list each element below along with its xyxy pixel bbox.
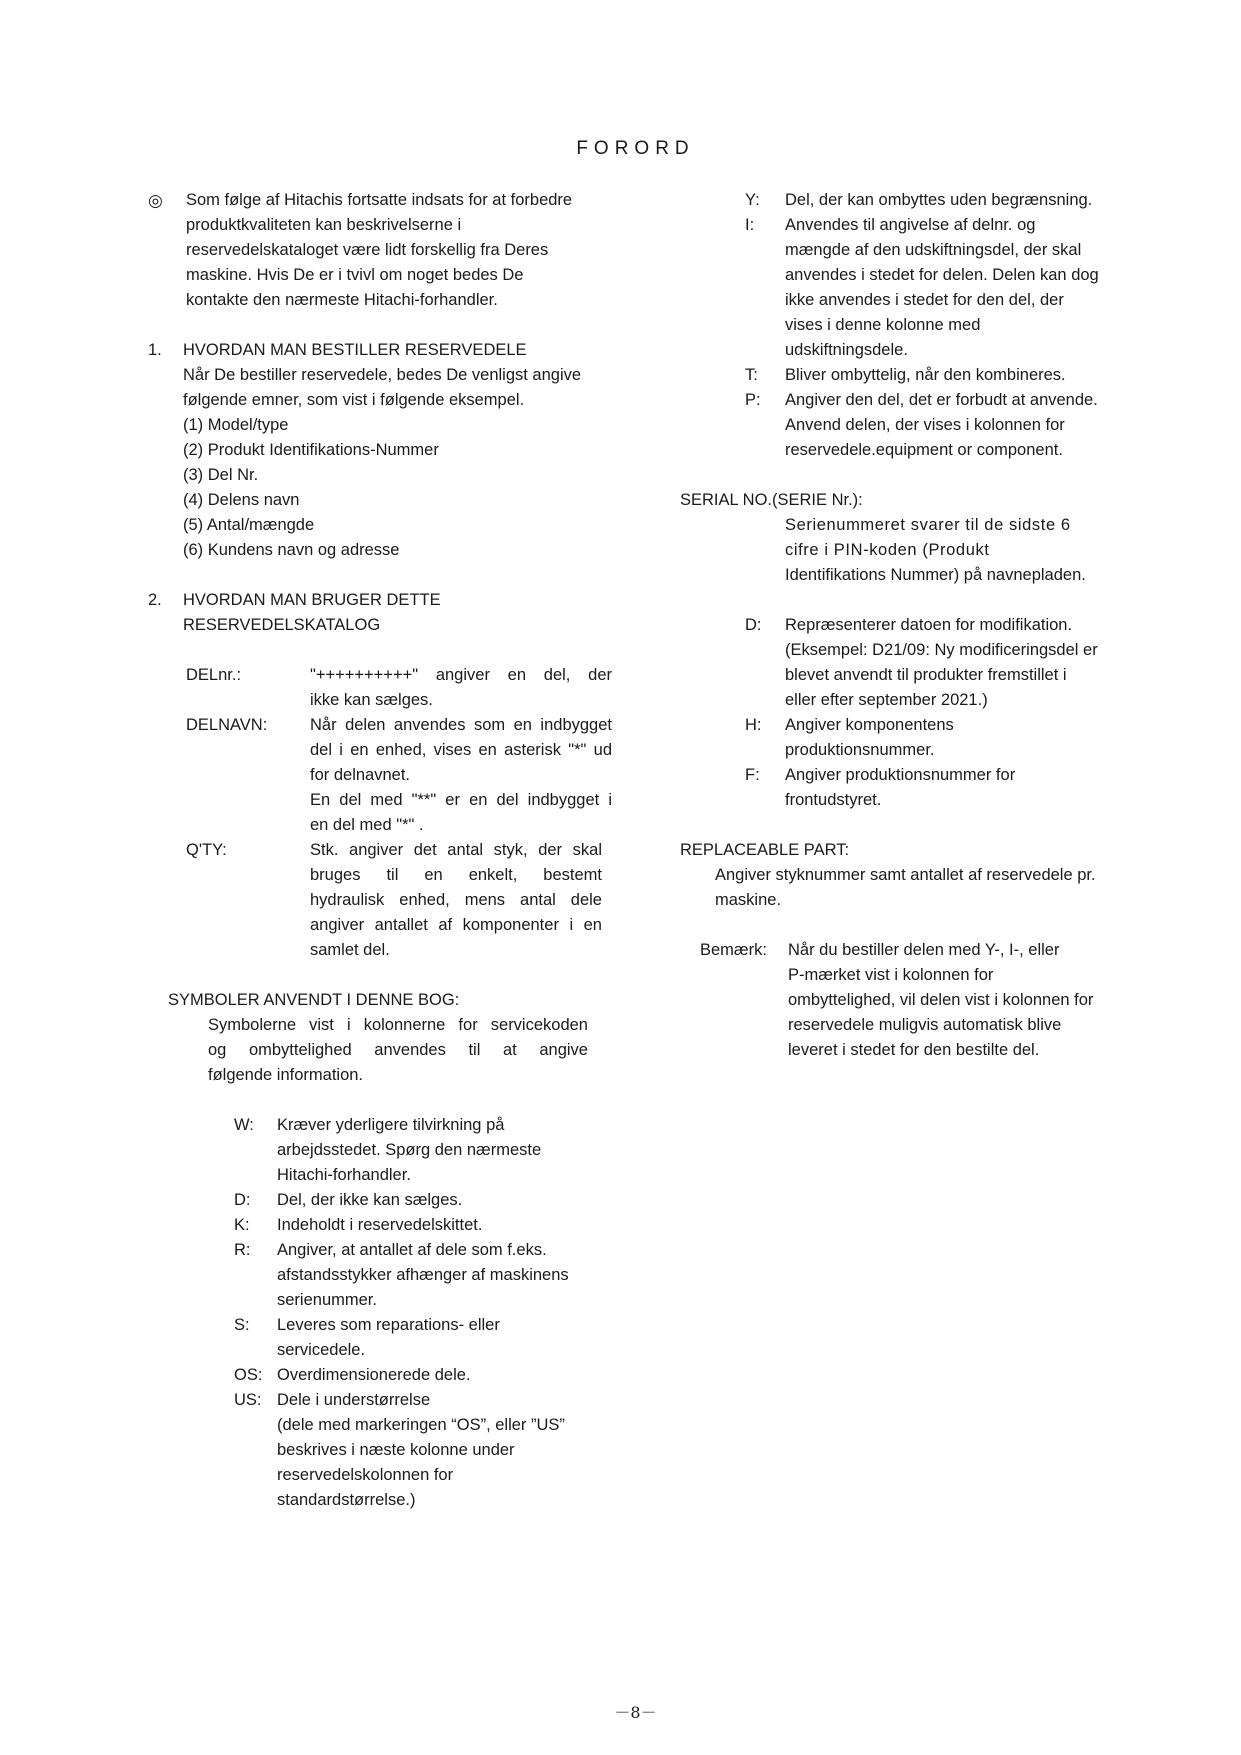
code-line: reservedelskolonnen for <box>277 1466 454 1484</box>
code-label: S: <box>234 1316 250 1334</box>
definition-line: hydraulisk enhed, mens antal dele <box>310 891 602 909</box>
serial-heading: SERIAL NO.(SERIE Nr.): <box>680 491 863 509</box>
serial-line: Identifikations Nummer) på navnepladen. <box>785 566 1086 584</box>
code-line: Bliver ombyttelig, når den kombineres. <box>785 366 1066 384</box>
code-row-i <box>745 213 1140 363</box>
note-line: P-mærket vist i kolonnen for <box>788 966 994 984</box>
intro-paragraph <box>148 188 618 313</box>
code-line: Overdimensionerede dele. <box>277 1366 471 1384</box>
section-ordering <box>148 338 618 563</box>
serial-line: cifre i PIN-koden (Produkt <box>785 541 990 559</box>
left-column <box>148 188 618 1513</box>
definition-row <box>186 713 618 838</box>
code-line: Anvendes til angivelse af delnr. og <box>785 216 1036 234</box>
serial-description <box>785 513 1130 588</box>
code-line: arbejdsstedet. Spørg den nærmeste <box>277 1141 542 1159</box>
list-item: (6) Kundens navn og adresse <box>183 541 400 559</box>
note <box>700 938 1140 1063</box>
definition-table <box>186 663 618 963</box>
code-row-y <box>745 188 1140 213</box>
symbols-section <box>168 988 618 1088</box>
code-row-d <box>234 1188 618 1213</box>
definition-row <box>186 663 618 713</box>
code-row-us <box>234 1388 618 1513</box>
intro-line: reservedelskataloget være lidt forskellig fra Deres <box>186 241 549 259</box>
code-row-w <box>234 1113 618 1188</box>
definition-line: bruges til en enkelt, bestemt <box>310 866 602 884</box>
list-item: (3) Del Nr. <box>183 466 259 484</box>
code-label: H: <box>745 716 762 734</box>
symbols-heading: SYMBOLER ANVENDT I DENNE BOG: <box>168 991 460 1009</box>
replaceable-line: maskine. <box>715 891 782 909</box>
code-line: (dele med markeringen “OS”, eller ”US” <box>277 1416 565 1434</box>
section-line: følgende emner, som vist i følgende eksempel. <box>183 391 525 409</box>
code-line: eller efter september 2021.) <box>785 691 988 709</box>
section-heading: HVORDAN MAN BESTILLER RESERVEDELE <box>183 341 527 359</box>
definition-line: del i en enhed, vises en asterisk "*" ud <box>310 741 612 759</box>
code-row-os <box>234 1363 618 1388</box>
serial-code-list <box>745 613 1140 813</box>
code-row-f <box>745 763 1140 813</box>
code-label: D: <box>745 616 762 634</box>
definition-key: DELNAVN: <box>186 716 268 734</box>
definition-key: Q'TY: <box>186 841 227 859</box>
note-line: Når du bestiller delen med Y-, I-, eller <box>788 941 1060 959</box>
definition-line: angiver antallet af komponenter i en <box>310 916 602 934</box>
code-line: Anvend delen, der vises i kolonnen for <box>785 416 1065 434</box>
intro-line: Som følge af Hitachis fortsatte indsats for at forbedre <box>186 191 573 209</box>
section-heading: HVORDAN MAN BRUGER DETTE <box>183 591 441 609</box>
code-line: frontudstyret. <box>785 791 882 809</box>
right-column <box>680 188 1140 1063</box>
code-line: Hitachi-forhandler. <box>277 1166 411 1184</box>
code-row-d <box>745 613 1140 713</box>
definition-row <box>186 838 618 963</box>
code-row-k <box>234 1213 618 1238</box>
code-line: reservedele.equipment or component. <box>785 441 1063 459</box>
definition-line: "++++++++++" angiver en del, der <box>310 666 612 684</box>
code-row-p <box>745 388 1140 463</box>
symbols-intro-line: og ombyttelighed anvendes til at angive <box>208 1041 588 1059</box>
intro-line: maskine. Hvis De er i tvivl om noget bedes De <box>186 266 524 284</box>
note-line: leveret i stedet for den bestilte del. <box>788 1041 1040 1059</box>
code-label: P: <box>745 391 761 409</box>
code-row-h <box>745 713 1140 763</box>
symbols-intro-line: følgende information. <box>208 1066 364 1084</box>
code-line: anvendes i stedet for delen. Delen kan dog <box>785 266 1099 284</box>
code-line: Angiver komponentens <box>785 716 954 734</box>
code-label: T: <box>745 366 758 384</box>
code-list <box>234 1113 618 1513</box>
definition-line: Stk. angiver det antal styk, der skal <box>310 841 602 859</box>
code-line: afstandsstykker afhænger af maskinens <box>277 1266 569 1284</box>
list-item: (4) Delens navn <box>183 491 300 509</box>
code-line: Angiver den del, det er forbudt at anvende. <box>785 391 1098 409</box>
code-line: Dele i understørrelse <box>277 1391 431 1409</box>
code-line: Repræsenterer datoen for modifikation. <box>785 616 1073 634</box>
section-number: 2. <box>148 591 162 609</box>
page-title: FORORD <box>576 138 695 159</box>
code-line: ikke anvendes i stedet for den del, der <box>785 291 1064 309</box>
code-line: udskiftningsdele. <box>785 341 908 359</box>
code-label: R: <box>234 1241 251 1259</box>
code-line: Leveres som reparations- eller <box>277 1316 500 1334</box>
section-usage <box>148 588 618 638</box>
code-line: mængde af den udskiftningsdel, der skal <box>785 241 1082 259</box>
section-heading: RESERVEDELSKATALOG <box>183 616 381 634</box>
serial-line: Serienummeret svarer til de sidste 6 <box>785 516 1071 534</box>
replaceable-heading: REPLACEABLE PART: <box>680 841 850 859</box>
double-circle-icon: ◎ <box>148 191 163 210</box>
section-number: 1. <box>148 341 162 359</box>
definition-line: En del med "**" er en del indbygget i <box>310 791 612 809</box>
code-label: OS: <box>234 1366 263 1384</box>
interchangeability-code-list <box>745 188 1140 463</box>
code-line: Indeholdt i reservedelskittet. <box>277 1216 483 1234</box>
code-label: I: <box>745 216 755 234</box>
code-line: servicedele. <box>277 1341 366 1359</box>
list-item: (5) Antal/mængde <box>183 516 315 534</box>
code-line: Angiver, at antallet af dele som f.eks. <box>277 1241 547 1259</box>
code-line: Del, der kan ombyttes uden begrænsning. <box>785 191 1093 209</box>
code-row-s <box>234 1313 618 1363</box>
note-label: Bemærk: <box>700 941 767 959</box>
code-label: US: <box>234 1391 262 1409</box>
intro-line: produktkvaliteten kan beskrivelserne i <box>186 216 462 234</box>
code-line: Kræver yderligere tilvirkning på <box>277 1116 505 1134</box>
code-line: blevet anvendt til produkter fremstillet i <box>785 666 1067 684</box>
code-line: Angiver produktionsnummer for <box>785 766 1016 784</box>
code-line: beskrives i næste kolonne under <box>277 1441 515 1459</box>
note-line: ombyttelighed, vil delen vist i kolonnen for <box>788 991 1094 1009</box>
symbols-intro-line: Symbolerne vist i kolonnerne for servicekoden <box>208 1016 588 1034</box>
list-item: (1) Model/type <box>183 416 289 434</box>
replaceable-line: Angiver styknummer samt antallet af reservedele pr. <box>715 866 1096 884</box>
code-label: D: <box>234 1191 251 1209</box>
definition-line: for delnavnet. <box>310 766 410 784</box>
code-line: serienummer. <box>277 1291 377 1309</box>
code-label: Y: <box>745 191 760 209</box>
definition-line: ikke kan sælges. <box>310 691 433 709</box>
code-line: (Eksempel: D21/09: Ny modificeringsdel er <box>785 641 1098 659</box>
symbols-intro <box>208 1013 588 1088</box>
definition-line: en del med "*" . <box>310 816 424 834</box>
list-item: (2) Produkt Identifikations-Nummer <box>183 441 439 459</box>
code-line: Del, der ikke kan sælges. <box>277 1191 463 1209</box>
definition-line: Når delen anvendes som en indbygget <box>310 716 612 734</box>
intro-text <box>186 188 616 313</box>
page-number: －8－ <box>614 1703 657 1722</box>
code-label: K: <box>234 1216 250 1234</box>
intro-line: kontakte den nærmeste Hitachi-forhandler. <box>186 291 498 309</box>
section-line: Når De bestiller reservedele, bedes De venligst angive <box>183 366 582 384</box>
code-line: standardstørrelse.) <box>277 1491 416 1509</box>
code-row-r <box>234 1238 618 1313</box>
definition-line: samlet del. <box>310 941 390 959</box>
definition-key: DELnr.: <box>186 666 242 684</box>
note-line: reservedele muligvis automatisk blive <box>788 1016 1062 1034</box>
code-line: produktionsnummer. <box>785 741 935 759</box>
code-line: vises i denne kolonne med <box>785 316 981 334</box>
code-label: W: <box>234 1116 254 1134</box>
code-row-t <box>745 363 1140 388</box>
code-label: F: <box>745 766 760 784</box>
replaceable-description <box>715 863 1125 913</box>
